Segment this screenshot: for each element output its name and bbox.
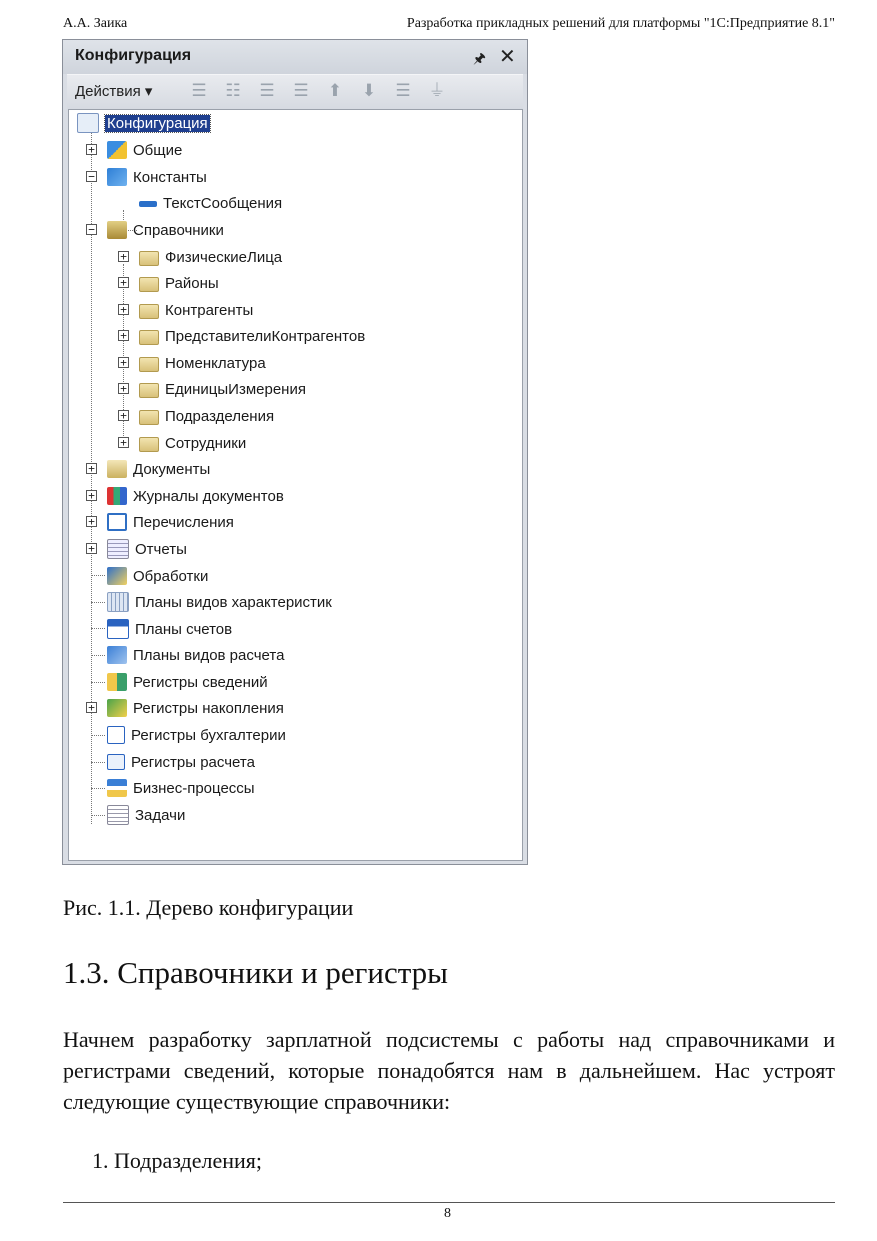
tree-node-label: Планы видов характеристик [135, 593, 332, 611]
accounting-registers-icon [107, 726, 125, 744]
tree-node-label: ФизическиеЛица [165, 248, 283, 266]
tree-node-accum-regs[interactable] [107, 697, 284, 719]
tree-node-label: Контрагенты [165, 301, 254, 319]
processing-icon [107, 567, 127, 585]
accumulation-registers-icon [107, 699, 127, 717]
list-item: 1. Подразделения; [92, 1148, 262, 1173]
add-group-icon[interactable]: ☷ [225, 81, 241, 101]
expand-icon[interactable]: + [118, 330, 129, 341]
tree-node-label: Бизнес-процессы [133, 779, 255, 797]
expand-icon[interactable]: + [86, 490, 97, 501]
tree-node-constants[interactable] [107, 166, 207, 188]
tree-node-label: ЕдиницыИзмерения [165, 380, 306, 398]
folder-icon [139, 251, 159, 266]
tree-node-processing[interactable] [107, 565, 208, 587]
folder-icon [139, 357, 159, 372]
window-title: Конфигурация [75, 47, 192, 64]
delete-icon[interactable]: ☰ [293, 81, 309, 101]
configuration-window [62, 39, 528, 865]
filter-icon[interactable]: ⏚ [428, 81, 446, 101]
tree-node-label: Журналы документов [133, 487, 284, 505]
section-heading: 1.3. Справочники и регистры [63, 955, 448, 990]
expand-icon[interactable]: + [86, 516, 97, 527]
expand-icon[interactable]: + [86, 144, 97, 155]
collapse-icon[interactable]: − [86, 224, 97, 235]
business-processes-icon [107, 779, 127, 797]
folder-icon [139, 330, 159, 345]
folder-icon [139, 410, 159, 425]
tree-node-constant-item[interactable] [139, 192, 282, 214]
sort-icon[interactable]: ☰ [395, 81, 411, 101]
copy-icon[interactable]: ☰ [259, 81, 275, 101]
header-title: Разработка прикладных решений для платформы "1С:Предприятие 8.1" [406, 16, 835, 31]
expand-icon[interactable]: + [86, 543, 97, 554]
expand-icon[interactable]: + [86, 702, 97, 713]
tree-node-label: Регистры накопления [133, 699, 284, 717]
tree-node-catalogs[interactable] [107, 219, 224, 241]
tree-node-accounts[interactable] [107, 618, 232, 640]
documents-icon [107, 460, 127, 478]
tree-node-label: Регистры расчета [131, 753, 255, 771]
move-down-icon[interactable]: ⬇ [361, 81, 377, 101]
calculation-types-icon [107, 646, 127, 664]
info-registers-icon [107, 673, 127, 691]
tree-node-label: Конфигурация [107, 114, 208, 132]
expand-icon[interactable]: + [118, 251, 129, 262]
expand-icon[interactable]: + [118, 277, 129, 288]
tree-node-label: Сотрудники [165, 434, 247, 452]
tree-node-label: Документы [133, 460, 211, 478]
tree-node-pvr[interactable] [107, 644, 284, 666]
catalogs-icon [107, 221, 127, 239]
tree-node-label: Планы счетов [135, 620, 233, 638]
folder-icon [139, 304, 159, 319]
footer-rule [63, 1202, 835, 1203]
page-number: 8 [444, 1206, 451, 1221]
tree-node-label: ТекстСообщения [163, 194, 283, 212]
body-paragraph: Начнем разработку зарплатной подсистемы с работы над справочниками и регистрами сведений, которые понадобятся нам в дальнейшем. Нас устроят следующие существующие справочники: [63, 1027, 835, 1114]
tree-node-label: Задачи [135, 806, 186, 824]
catalog-item[interactable] [139, 246, 282, 268]
tasks-icon [107, 805, 129, 825]
folder-icon [139, 383, 159, 398]
expand-icon[interactable]: + [118, 383, 129, 394]
toolbar [67, 74, 523, 109]
window-titlebar [63, 40, 527, 74]
catalog-item[interactable] [139, 352, 266, 374]
catalog-item[interactable] [139, 432, 246, 454]
tree-node-info-regs[interactable] [107, 671, 268, 693]
expand-icon[interactable]: + [118, 357, 129, 368]
journals-icon [107, 487, 127, 505]
add-icon[interactable]: ☰ [191, 81, 207, 101]
accounts-icon [107, 619, 129, 639]
tree-node-label: Районы [165, 274, 219, 292]
expand-icon[interactable]: + [86, 463, 97, 474]
reports-icon [107, 539, 129, 559]
tree-node-enums[interactable] [107, 511, 234, 533]
tree-node-label: Справочники [133, 221, 224, 239]
expand-icon[interactable]: + [118, 437, 129, 448]
catalog-item[interactable] [139, 405, 274, 427]
tree-node-label: Номенклатура [165, 354, 266, 372]
tree-node-journals[interactable] [107, 485, 284, 507]
catalog-item[interactable] [139, 272, 219, 294]
actions-menu-button[interactable]: Действия ▾ [75, 83, 153, 100]
catalog-item[interactable] [139, 325, 365, 347]
calculation-registers-icon [107, 754, 125, 770]
tree-node-label: Подразделения [165, 407, 275, 425]
tree-node-label: Регистры сведений [133, 673, 268, 691]
tree-node-label: Общие [133, 141, 183, 159]
catalog-item[interactable] [139, 299, 253, 321]
configuration-icon [77, 113, 99, 133]
constant-icon [139, 201, 157, 207]
tree-node-label: Перечисления [133, 513, 234, 531]
expand-icon[interactable]: + [118, 410, 129, 421]
collapse-icon[interactable]: − [86, 171, 97, 182]
header-author: А.А. Заика [63, 16, 128, 31]
figure-caption: Рис. 1.1. Дерево конфигурации [63, 895, 354, 920]
tree-node-pvh[interactable] [107, 591, 332, 613]
enums-icon [107, 513, 127, 531]
tree-node-tasks[interactable] [107, 804, 185, 826]
tree-node-acct-regs[interactable] [107, 724, 286, 746]
folder-icon [139, 437, 159, 452]
tree-node-label: ПредставителиКонтрагентов [165, 327, 366, 345]
pin-icon[interactable]: 🖈 [473, 51, 486, 67]
tree-node-reports[interactable] [107, 538, 187, 560]
tree-node-label: Константы [133, 168, 207, 186]
characteristics-icon [107, 592, 129, 612]
tree-node-common[interactable] [107, 139, 182, 161]
tree-node-label: Регистры бухгалтерии [131, 726, 286, 744]
catalog-item[interactable] [139, 378, 306, 400]
tree-node-calc-regs[interactable] [107, 751, 255, 773]
tree-node-label: Планы видов расчета [133, 646, 285, 664]
tree-node-label: Отчеты [135, 540, 187, 558]
configuration-tree [68, 109, 523, 861]
tree-node-documents[interactable] [107, 458, 210, 480]
tree-node-label: Обработки [133, 567, 209, 585]
constants-icon [107, 168, 127, 186]
expand-icon[interactable]: + [118, 304, 129, 315]
move-up-icon[interactable]: ⬆ [327, 81, 343, 101]
folder-icon [139, 277, 159, 292]
tree-node-business[interactable] [107, 777, 255, 799]
common-icon [107, 141, 127, 159]
tree-node-root[interactable] [77, 112, 210, 134]
close-icon[interactable]: ✕ [499, 44, 516, 68]
